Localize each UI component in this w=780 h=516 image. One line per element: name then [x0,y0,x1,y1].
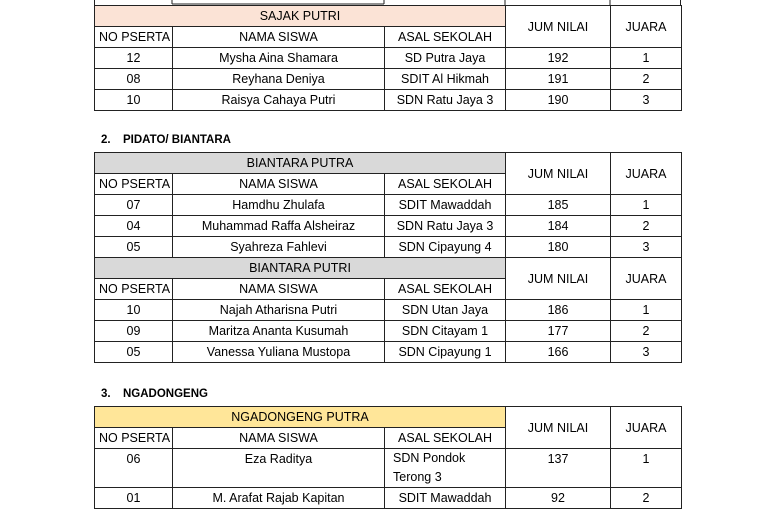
cell-score: 184 [506,216,611,237]
col-header-school: ASAL SEKOLAH [385,279,506,300]
cell-name: Raisya Cahaya Putri [173,90,385,111]
cell-score: 166 [506,342,611,363]
sajak-putri-table [94,5,682,111]
cell-rank: 1 [611,300,682,321]
table-group-title: SAJAK PUTRI [95,6,506,27]
table-row [95,48,682,69]
col-header-school: ASAL SEKOLAH [385,27,506,48]
col-header-school: ASAL SEKOLAH [385,174,506,195]
cell-name: M. Arafat Rajab Kapitan [173,488,385,509]
cell-name: Mysha Aina Shamara [173,48,385,69]
cell-school: SDIT Mawaddah [385,488,506,509]
cell-score: 92 [506,488,611,509]
table-group-title: NGADONGENG PUTRA [95,407,506,428]
cell-no: 01 [95,488,173,509]
cell-no: 10 [95,300,173,321]
col-header-no: NO PSERTA [95,174,173,195]
cell-no: 10 [95,90,173,111]
col-header-no: NO PSERTA [95,279,173,300]
cell-score: 137 [506,449,611,488]
cell-school: SDN Ratu Jaya 3 [385,216,506,237]
cell-no: 05 [95,342,173,363]
cell-name: Maritza Ananta Kusumah [173,321,385,342]
cell-rank: 3 [611,90,682,111]
table-row [95,488,682,509]
cell-score: 192 [506,48,611,69]
section-heading-pidato [101,134,231,146]
cell-name: Syahreza Fahlevi [173,237,385,258]
section-heading-ngadongeng [101,388,208,400]
col-header-name: NAMA SISWA [173,27,385,48]
table-row [95,300,682,321]
cell-rank: 2 [611,216,682,237]
col-header-score: JUM NILAI [506,6,611,48]
cell-score: 190 [506,90,611,111]
table-row [95,237,682,258]
table-row [95,321,682,342]
col-header-rank: JUARA [611,258,682,300]
table-row [95,69,682,90]
cell-school: SD Putra Jaya [385,48,506,69]
cell-score: 177 [506,321,611,342]
cell-school: SDN Citayam 1 [385,321,506,342]
table-group-title: BIANTARA PUTRI [95,258,506,279]
section-number: 3. [101,388,111,400]
cell-rank: 1 [611,195,682,216]
cell-name: Najah Atharisna Putri [173,300,385,321]
col-header-name: NAMA SISWA [173,174,385,195]
biantara-table [94,152,682,363]
cell-name: Hamdhu Zhulafa [173,195,385,216]
cell-name: Muhammad Raffa Alsheiraz [173,216,385,237]
table-row [95,216,682,237]
cell-school: SDN Pondok Terong 3 [385,449,506,488]
cell-school: SDIT Mawaddah [385,195,506,216]
cell-no: 09 [95,321,173,342]
col-header-name: NAMA SISWA [173,428,385,449]
section-title: NGADONGENG [123,388,208,400]
cell-rank: 1 [611,48,682,69]
cell-rank: 3 [611,237,682,258]
cell-rank: 2 [611,488,682,509]
cell-score: 180 [506,237,611,258]
cell-name: Reyhana Deniya [173,69,385,90]
cell-no: 04 [95,216,173,237]
cell-school: SDIT Al Hikmah [385,69,506,90]
section-number: 2. [101,134,111,146]
table-group-title: BIANTARA PUTRA [95,153,506,174]
cell-no: 06 [95,449,173,488]
col-header-score: JUM NILAI [506,258,611,300]
cell-rank: 2 [611,321,682,342]
cell-score: 186 [506,300,611,321]
cell-rank: 2 [611,69,682,90]
cell-no: 07 [95,195,173,216]
table-row [95,195,682,216]
col-header-name: NAMA SISWA [173,279,385,300]
col-header-no: NO PSERTA [95,428,173,449]
cell-name: Vanessa Yuliana Mustopa [173,342,385,363]
col-header-score: JUM NILAI [506,407,611,449]
cell-school: SDN Ratu Jaya 3 [385,90,506,111]
cell-school: SDN Cipayung 4 [385,237,506,258]
cell-school: SDN Utan Jaya [385,300,506,321]
cell-no: 08 [95,69,173,90]
col-header-no: NO PSERTA [95,27,173,48]
cell-rank: 1 [611,449,682,488]
cell-name: Eza Raditya [173,449,385,488]
ngadongeng-putra-table [94,406,682,509]
col-header-rank: JUARA [611,153,682,195]
table-row [95,342,682,363]
col-header-rank: JUARA [611,407,682,449]
col-header-score: JUM NILAI [506,153,611,195]
cell-score: 185 [506,195,611,216]
col-header-school: ASAL SEKOLAH [385,428,506,449]
table-row [95,90,682,111]
cell-no: 12 [95,48,173,69]
cell-no: 05 [95,237,173,258]
cell-school: SDN Cipayung 1 [385,342,506,363]
cell-rank: 3 [611,342,682,363]
cell-score: 191 [506,69,611,90]
section-title: PIDATO/ BIANTARA [123,134,231,146]
col-header-rank: JUARA [611,6,682,48]
table-row [95,449,682,488]
